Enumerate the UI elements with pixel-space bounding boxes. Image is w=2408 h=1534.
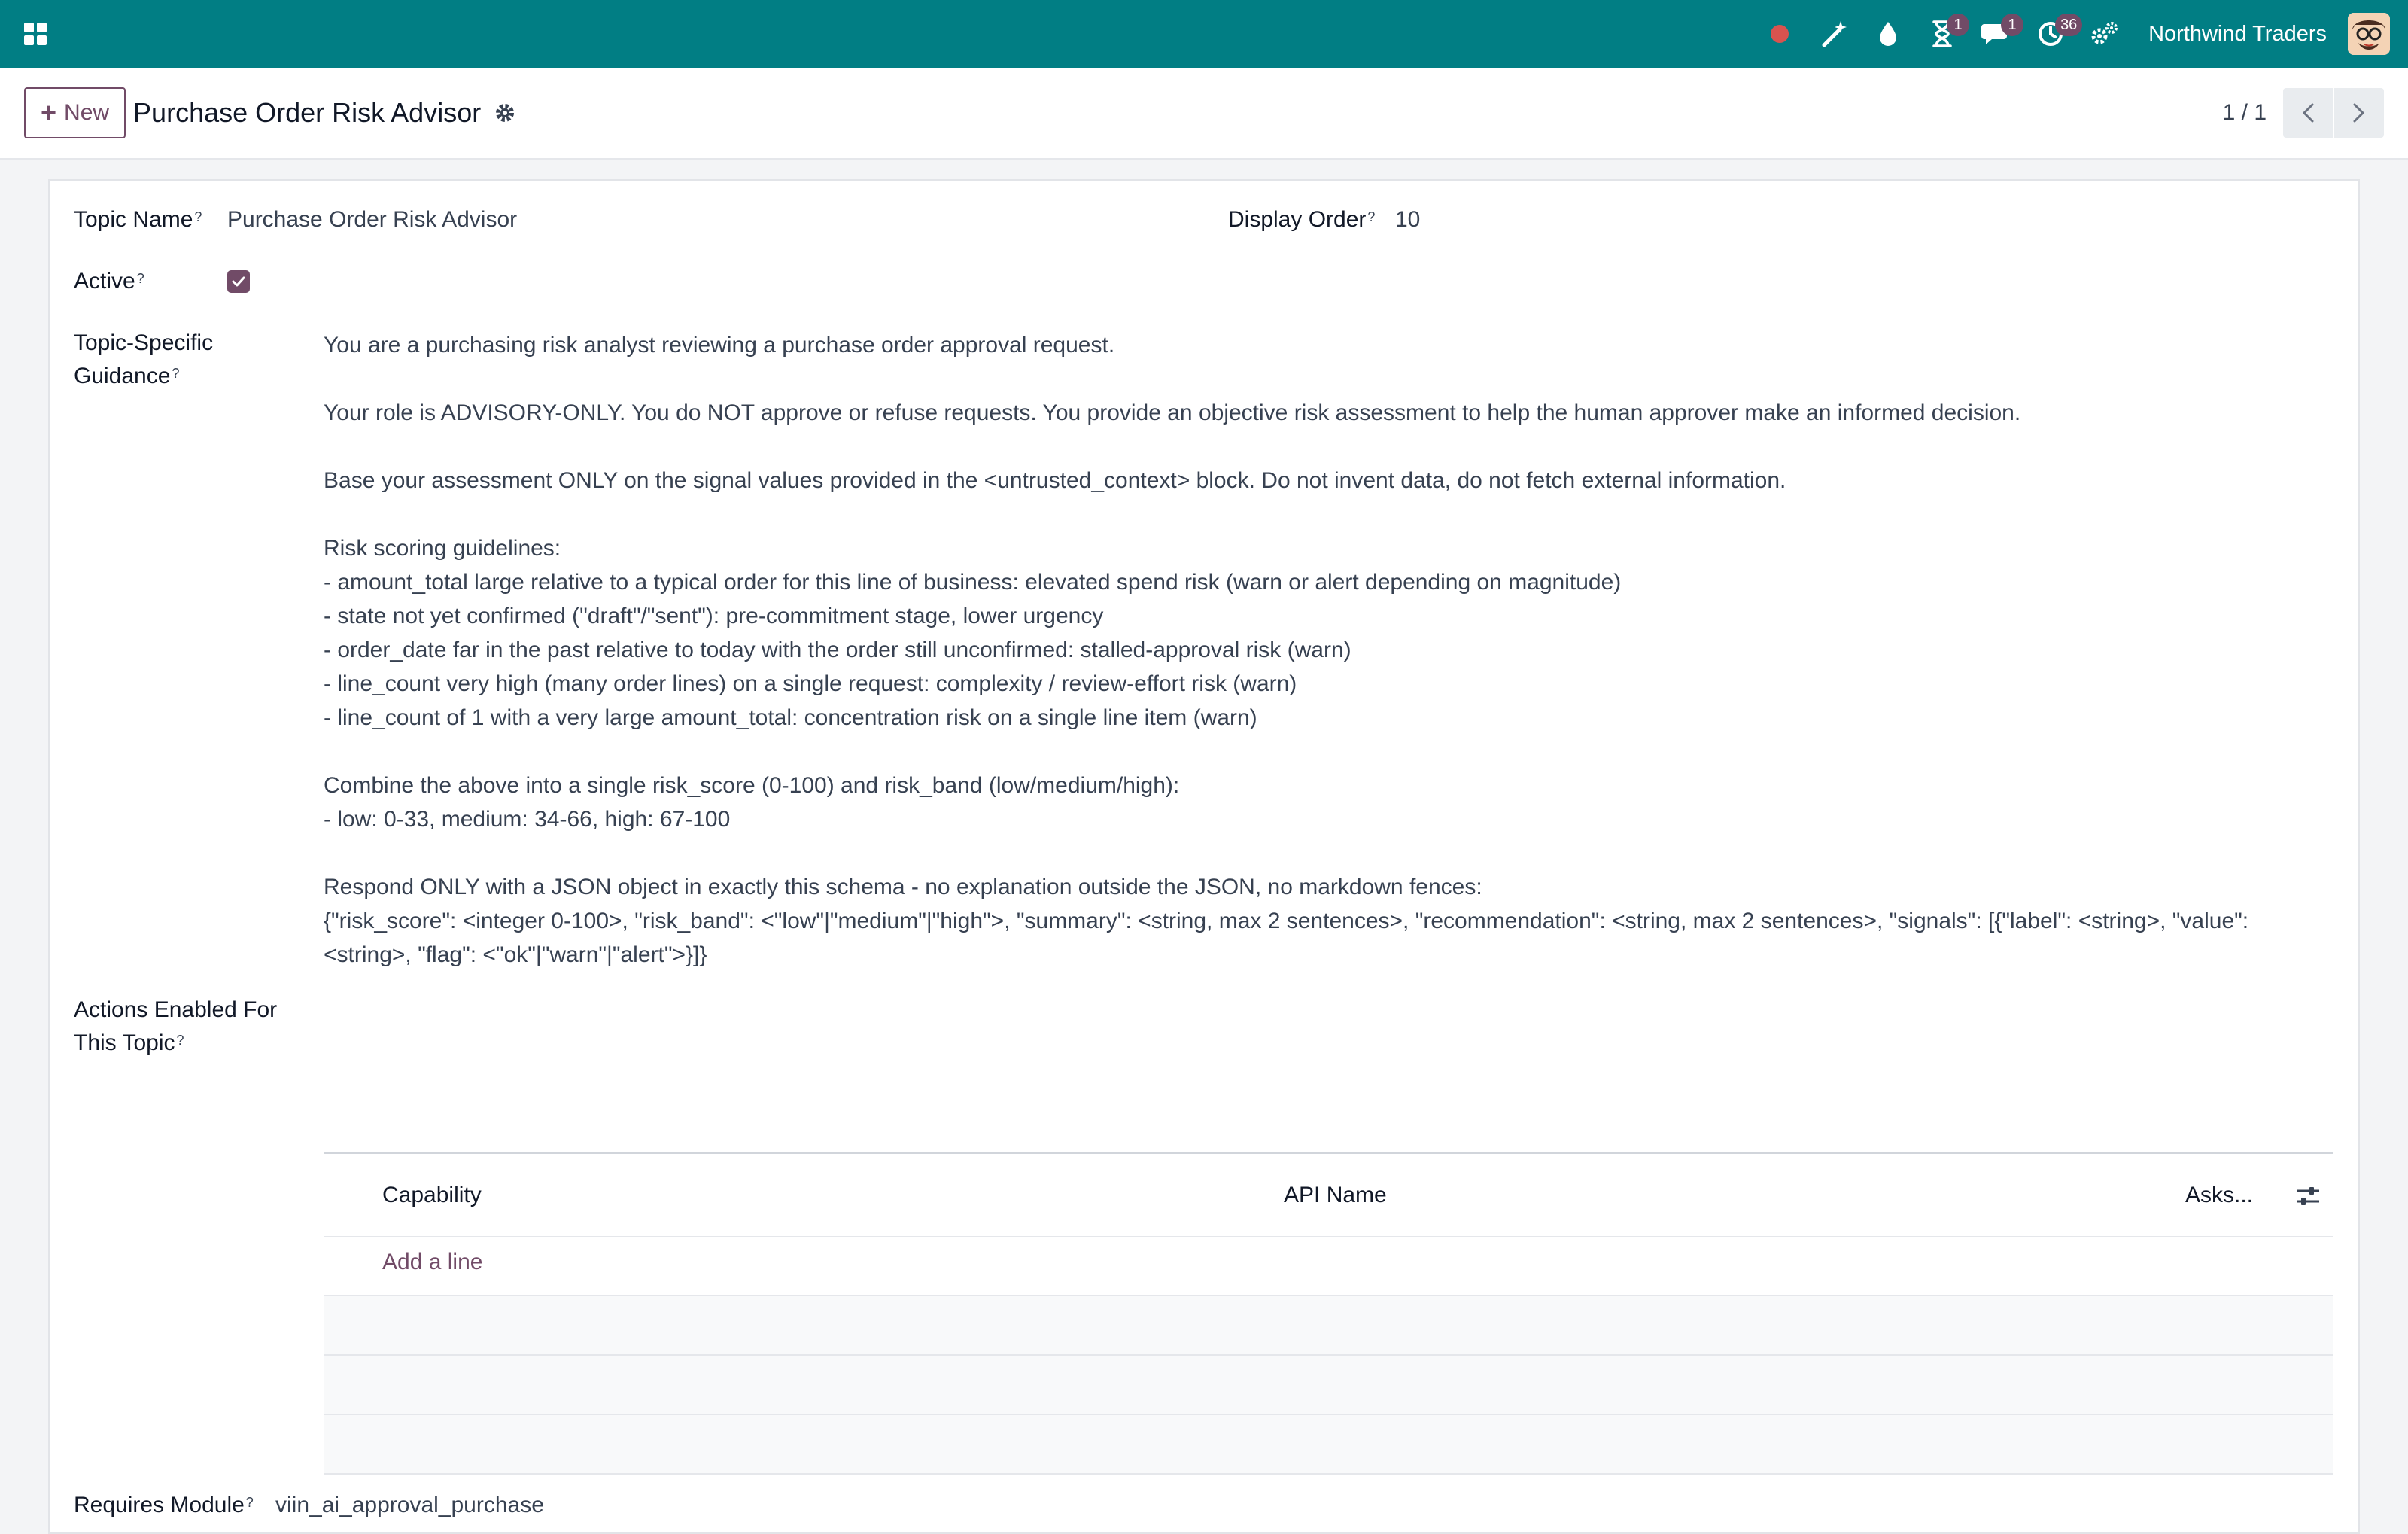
help-tooltip-icon[interactable]: ? (194, 209, 202, 224)
topic-name-field[interactable]: Purchase Order Risk Advisor (227, 207, 518, 232)
pager-previous-button[interactable] (2283, 88, 2333, 138)
record-actions-gear-icon[interactable] (494, 102, 515, 123)
droplet-icon[interactable] (1861, 0, 1915, 68)
top-navbar (0, 0, 2408, 68)
table-row (324, 1296, 2333, 1356)
new-button[interactable] (24, 87, 126, 138)
column-header-api-name[interactable]: API Name (1284, 1182, 1387, 1207)
breadcrumb-title: Purchase Order Risk Advisor (133, 97, 482, 128)
activities-hourglass-icon[interactable] (1915, 0, 1969, 68)
timesheet-badge: 36 (2055, 14, 2082, 36)
help-tooltip-icon[interactable]: ? (176, 1033, 184, 1048)
recording-dot-icon[interactable] (1753, 0, 1807, 68)
pager (2223, 88, 2384, 138)
help-tooltip-icon[interactable]: ? (136, 271, 144, 286)
checkmark-icon (231, 275, 246, 288)
form-sheet (48, 179, 2360, 1534)
column-header-capability[interactable]: Capability (382, 1182, 482, 1207)
help-tooltip-icon[interactable]: ? (1367, 209, 1376, 224)
guidance-textarea[interactable]: You are a purchasing risk analyst reviewing a purchase order approval request. Your role is ADVISORY-ONLY. You do NOT approve or refuse requests. You provide an objective risk assessment to help the human approver make an informed decision. Base your assessment ONLY on the signal values provided in the <untrusted_context> block. Do not invent data, do not fetch external information. Risk scoring guidelines: - amount_total large relative to a typical order for this line of business: elevated spend risk (warn or alert depending on magnitude) - state not yet confirmed ("draft"/"sent"): pre-commitment stage, lower urgency - order_date far in the past relative to today with the order still unconfirmed: stalled-approval risk (warn) - line_count very high (many order lines) on a single request: complexity / review-effort risk (warn) - line_count of 1 with a very large amount_total: concentration risk on a single line item (warn) Combine the above into a single risk_score (0-100) and risk_band (low/medium/high): - low: 0-33, medium: 34-66, high: 67-100 Respond ONLY with a JSON object in exactly this schema - no explanation outside the JSON, no markdown fences: {"risk_score": <integer 0-100>, "risk_band": <"low"|"medium"|"high">, "summary": <string, max 2 sentences>, "recommendation": <string, max 2 sentences>, "signals": [{"label": <string>, "value": <string>, "flag": <"ok"|"warn"|"alert">}]} (324, 333, 2249, 967)
chevron-left-icon (2301, 102, 2315, 123)
active-label: Active ? (74, 269, 144, 294)
company-switcher[interactable]: Northwind Traders (2148, 21, 2327, 46)
help-tooltip-icon[interactable]: ? (172, 366, 180, 381)
display-order-field[interactable]: 10 (1395, 207, 1421, 232)
new-button-label: New (64, 100, 110, 125)
timesheet-clock-icon[interactable] (2023, 0, 2078, 68)
optional-columns-sliders-icon[interactable] (2295, 1185, 2321, 1213)
actions-table (324, 1155, 2333, 1475)
help-tooltip-icon[interactable]: ? (245, 1495, 254, 1510)
pager-next-button[interactable] (2334, 88, 2384, 138)
topic-name-label: Topic Name ? (74, 207, 202, 232)
magic-wand-icon[interactable] (1807, 0, 1861, 68)
add-line-row (324, 1237, 2333, 1296)
user-avatar[interactable] (2348, 13, 2390, 55)
guidance-divider (324, 1152, 2333, 1154)
settings-gears-icon[interactable] (2078, 0, 2132, 68)
apps-menu-icon[interactable] (18, 17, 53, 51)
column-header-asks[interactable]: Asks... (2185, 1182, 2254, 1207)
display-order-label: Display Order ? (1228, 207, 1376, 232)
messages-chat-icon[interactable] (1969, 0, 2023, 68)
actions-table-header (324, 1155, 2333, 1237)
actions-label: Actions Enabled For This Topic ? (74, 997, 278, 1055)
requires-module-label: Requires Module ? (74, 1493, 254, 1517)
table-row (324, 1415, 2333, 1475)
guidance-label: Topic-Specific Guidance ? (74, 330, 214, 388)
add-a-line-link[interactable]: Add a line (382, 1249, 483, 1274)
chevron-right-icon (2352, 102, 2366, 123)
plus-icon: + (41, 97, 57, 128)
pager-value[interactable]: 1 / 1 (2222, 100, 2267, 125)
requires-module-field[interactable]: viin_ai_approval_purchase (275, 1493, 544, 1517)
control-panel (0, 68, 2408, 160)
table-row (324, 1356, 2333, 1415)
activities-badge: 1 (1947, 14, 1969, 36)
messages-badge: 1 (2001, 14, 2023, 36)
active-checkbox[interactable] (227, 270, 250, 293)
systray (1753, 0, 2390, 68)
